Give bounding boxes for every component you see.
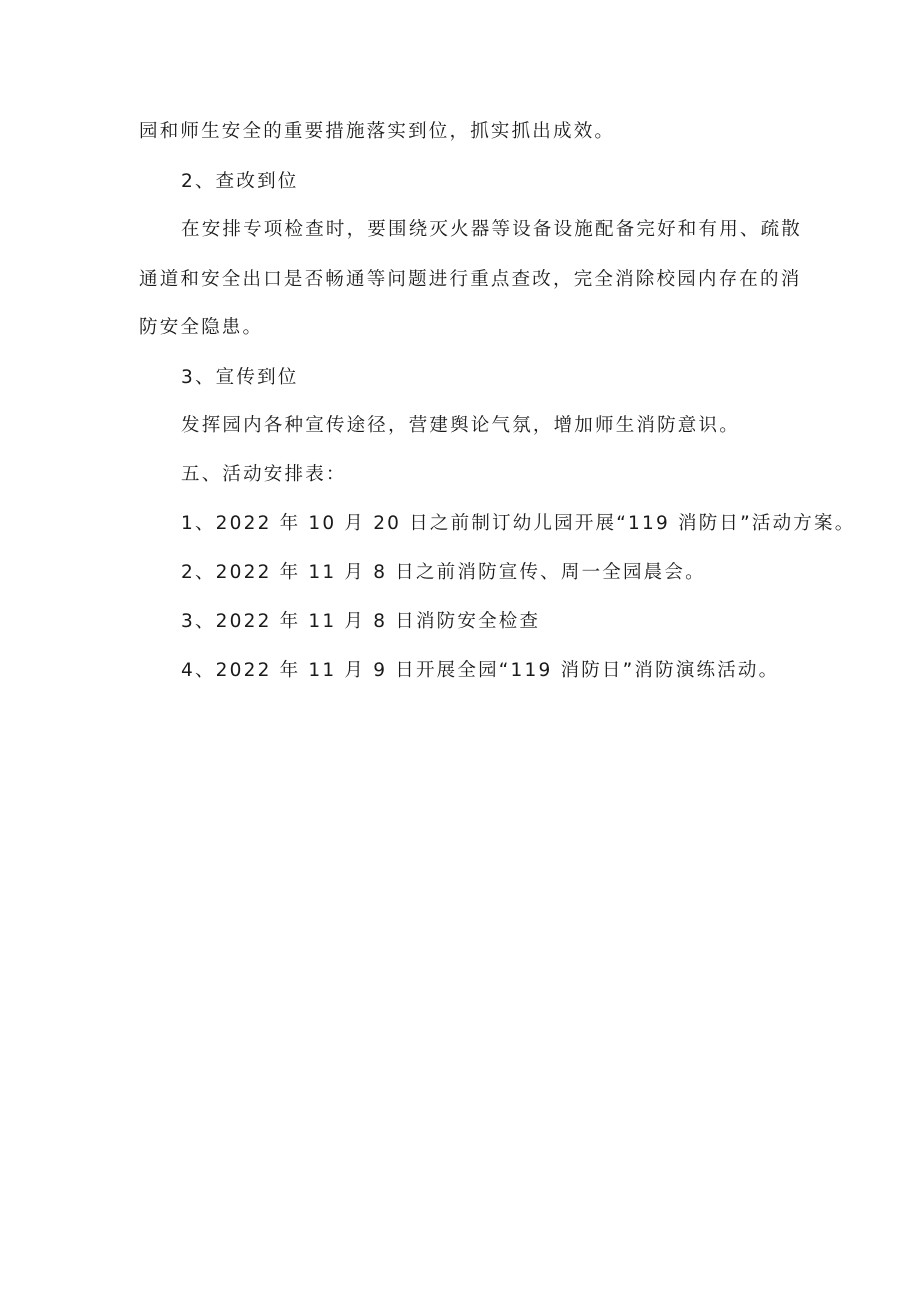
paragraph-line: 通道和安全出口是否畅通等问题进行重点查改，完全消除校园内存在的消 bbox=[139, 269, 802, 290]
schedule-item: 3、2022 年 11 月 8 日消防安全检查 bbox=[181, 611, 541, 632]
paragraph-line: 园和师生安全的重要措施落实到位，抓实抓出成效。 bbox=[139, 121, 616, 142]
section-heading: 3、宣传到位 bbox=[181, 367, 299, 388]
schedule-item: 2、2022 年 11 月 8 日之前消防宣传、周一全园晨会。 bbox=[181, 562, 706, 583]
paragraph-line: 防安全隐患。 bbox=[139, 317, 264, 338]
paragraph-line: 在安排专项检查时，要围绕灭火器等设备设施配备完好和有用、疏散 bbox=[181, 219, 803, 240]
section-heading: 2、查改到位 bbox=[181, 171, 299, 192]
section-heading: 五、活动安排表： bbox=[181, 464, 347, 485]
schedule-item: 1、2022 年 10 月 20 日之前制订幼儿园开展“119 消防日”活动方案。 bbox=[181, 513, 856, 534]
schedule-item: 4、2022 年 11 月 9 日开展全园“119 消防日”消防演练活动。 bbox=[181, 660, 780, 681]
paragraph-line: 发挥园内各种宣传途径，营建舆论气氛，增加师生消防意识。 bbox=[181, 415, 740, 436]
